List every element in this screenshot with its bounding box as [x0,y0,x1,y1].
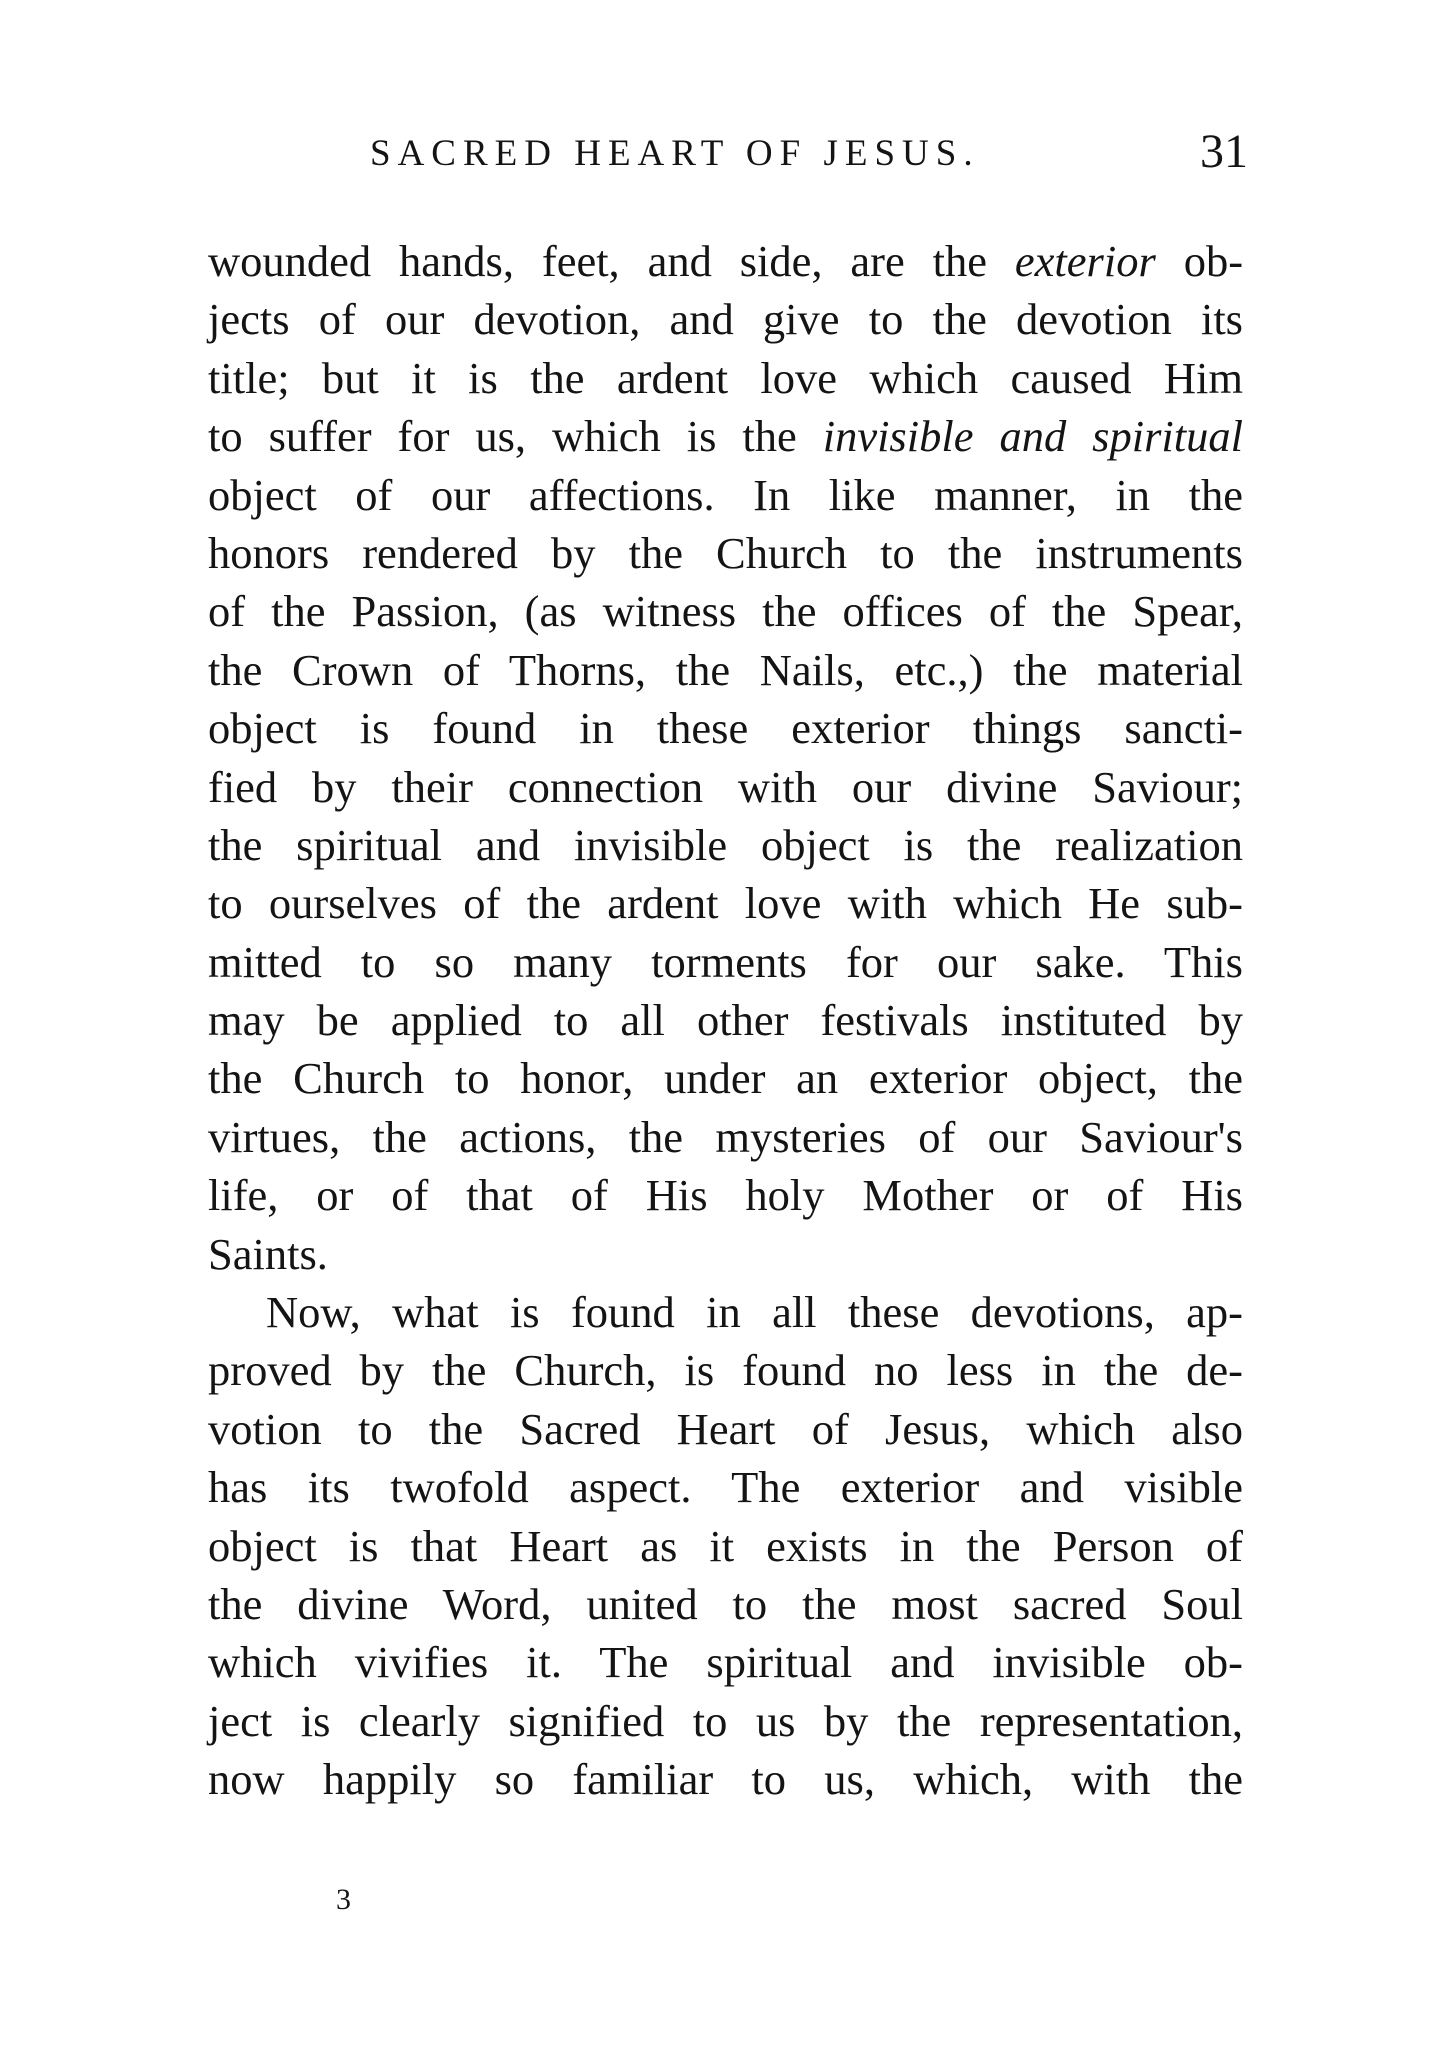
text-line: object of our affections. In like manner, in the [208,469,1243,520]
text-line: which vivifies it. The spiritual and invisible ob- [208,1637,1243,1688]
text-line: the divine Word, united to the most sacred Soul [208,1578,1243,1629]
text-line: may be applied to all other festivals instituted by [208,995,1243,1046]
signature-mark: 3 [336,1883,351,1916]
text-line: virtues, the actions, the mysteries of our Saviour's [208,1111,1243,1162]
text-line: the Church to honor, under an exterior object, the [208,1053,1243,1104]
text-line: title; but it is the ardent love which caused Him [208,352,1243,403]
text-line: of the Passion, (as witness the offices of the Spear, [208,586,1243,637]
body-text [208,232,1243,1809]
text-line: fied by their connection with our divine Saviour; [208,761,1243,812]
page-number: 31 [1200,125,1248,178]
text-line: the Crown of Thorns, the Nails, etc.,) the material [208,644,1243,695]
text-line: mitted to so many torments for our sake. This [208,936,1243,987]
text-line: ject is clearly signified to us by the representation, [208,1695,1243,1746]
text-run: to suffer for us, which is the [208,411,797,462]
text-line [208,232,1243,290]
text-line: has its twofold aspect. The exterior and visible [208,1462,1243,1513]
paragraph-2 [208,1283,1243,1809]
text-line: votion to the Sacred Heart of Jesus, which also [208,1403,1243,1454]
text-line: life, or of that of His holy Mother or of His [208,1170,1243,1221]
running-title: SACRED HEART OF JESUS. [370,133,980,174]
text-line: the spiritual and invisible object is the realization [208,819,1243,870]
text-line [208,407,1243,465]
italic-emphasis: invisible and spiritual [822,411,1243,462]
text-line: Saints. [208,1228,328,1279]
text-line: proved by the Church, is found no less in the de- [208,1345,1243,1396]
text-line: jects of our devotion, and give to the devotion its [208,294,1243,345]
text-line: object is that Heart as it exists in the Person of [208,1520,1243,1571]
text-run: ob- [1183,236,1244,286]
text-line: honors rendered by the Church to the instruments [208,527,1243,578]
text-line: to ourselves of the ardent love with which He sub- [208,878,1243,929]
text-line: Now, what is found in all these devotions, ap- [266,1287,1243,1338]
text-line: object is found in these exterior things sancti- [208,703,1243,754]
text-line: now happily so familiar to us, which, with the [208,1754,1243,1805]
italic-emphasis: exterior [1014,236,1156,286]
paragraph-1 [208,232,1243,1283]
text-run: wounded hands, feet, and side, are the [208,236,988,286]
